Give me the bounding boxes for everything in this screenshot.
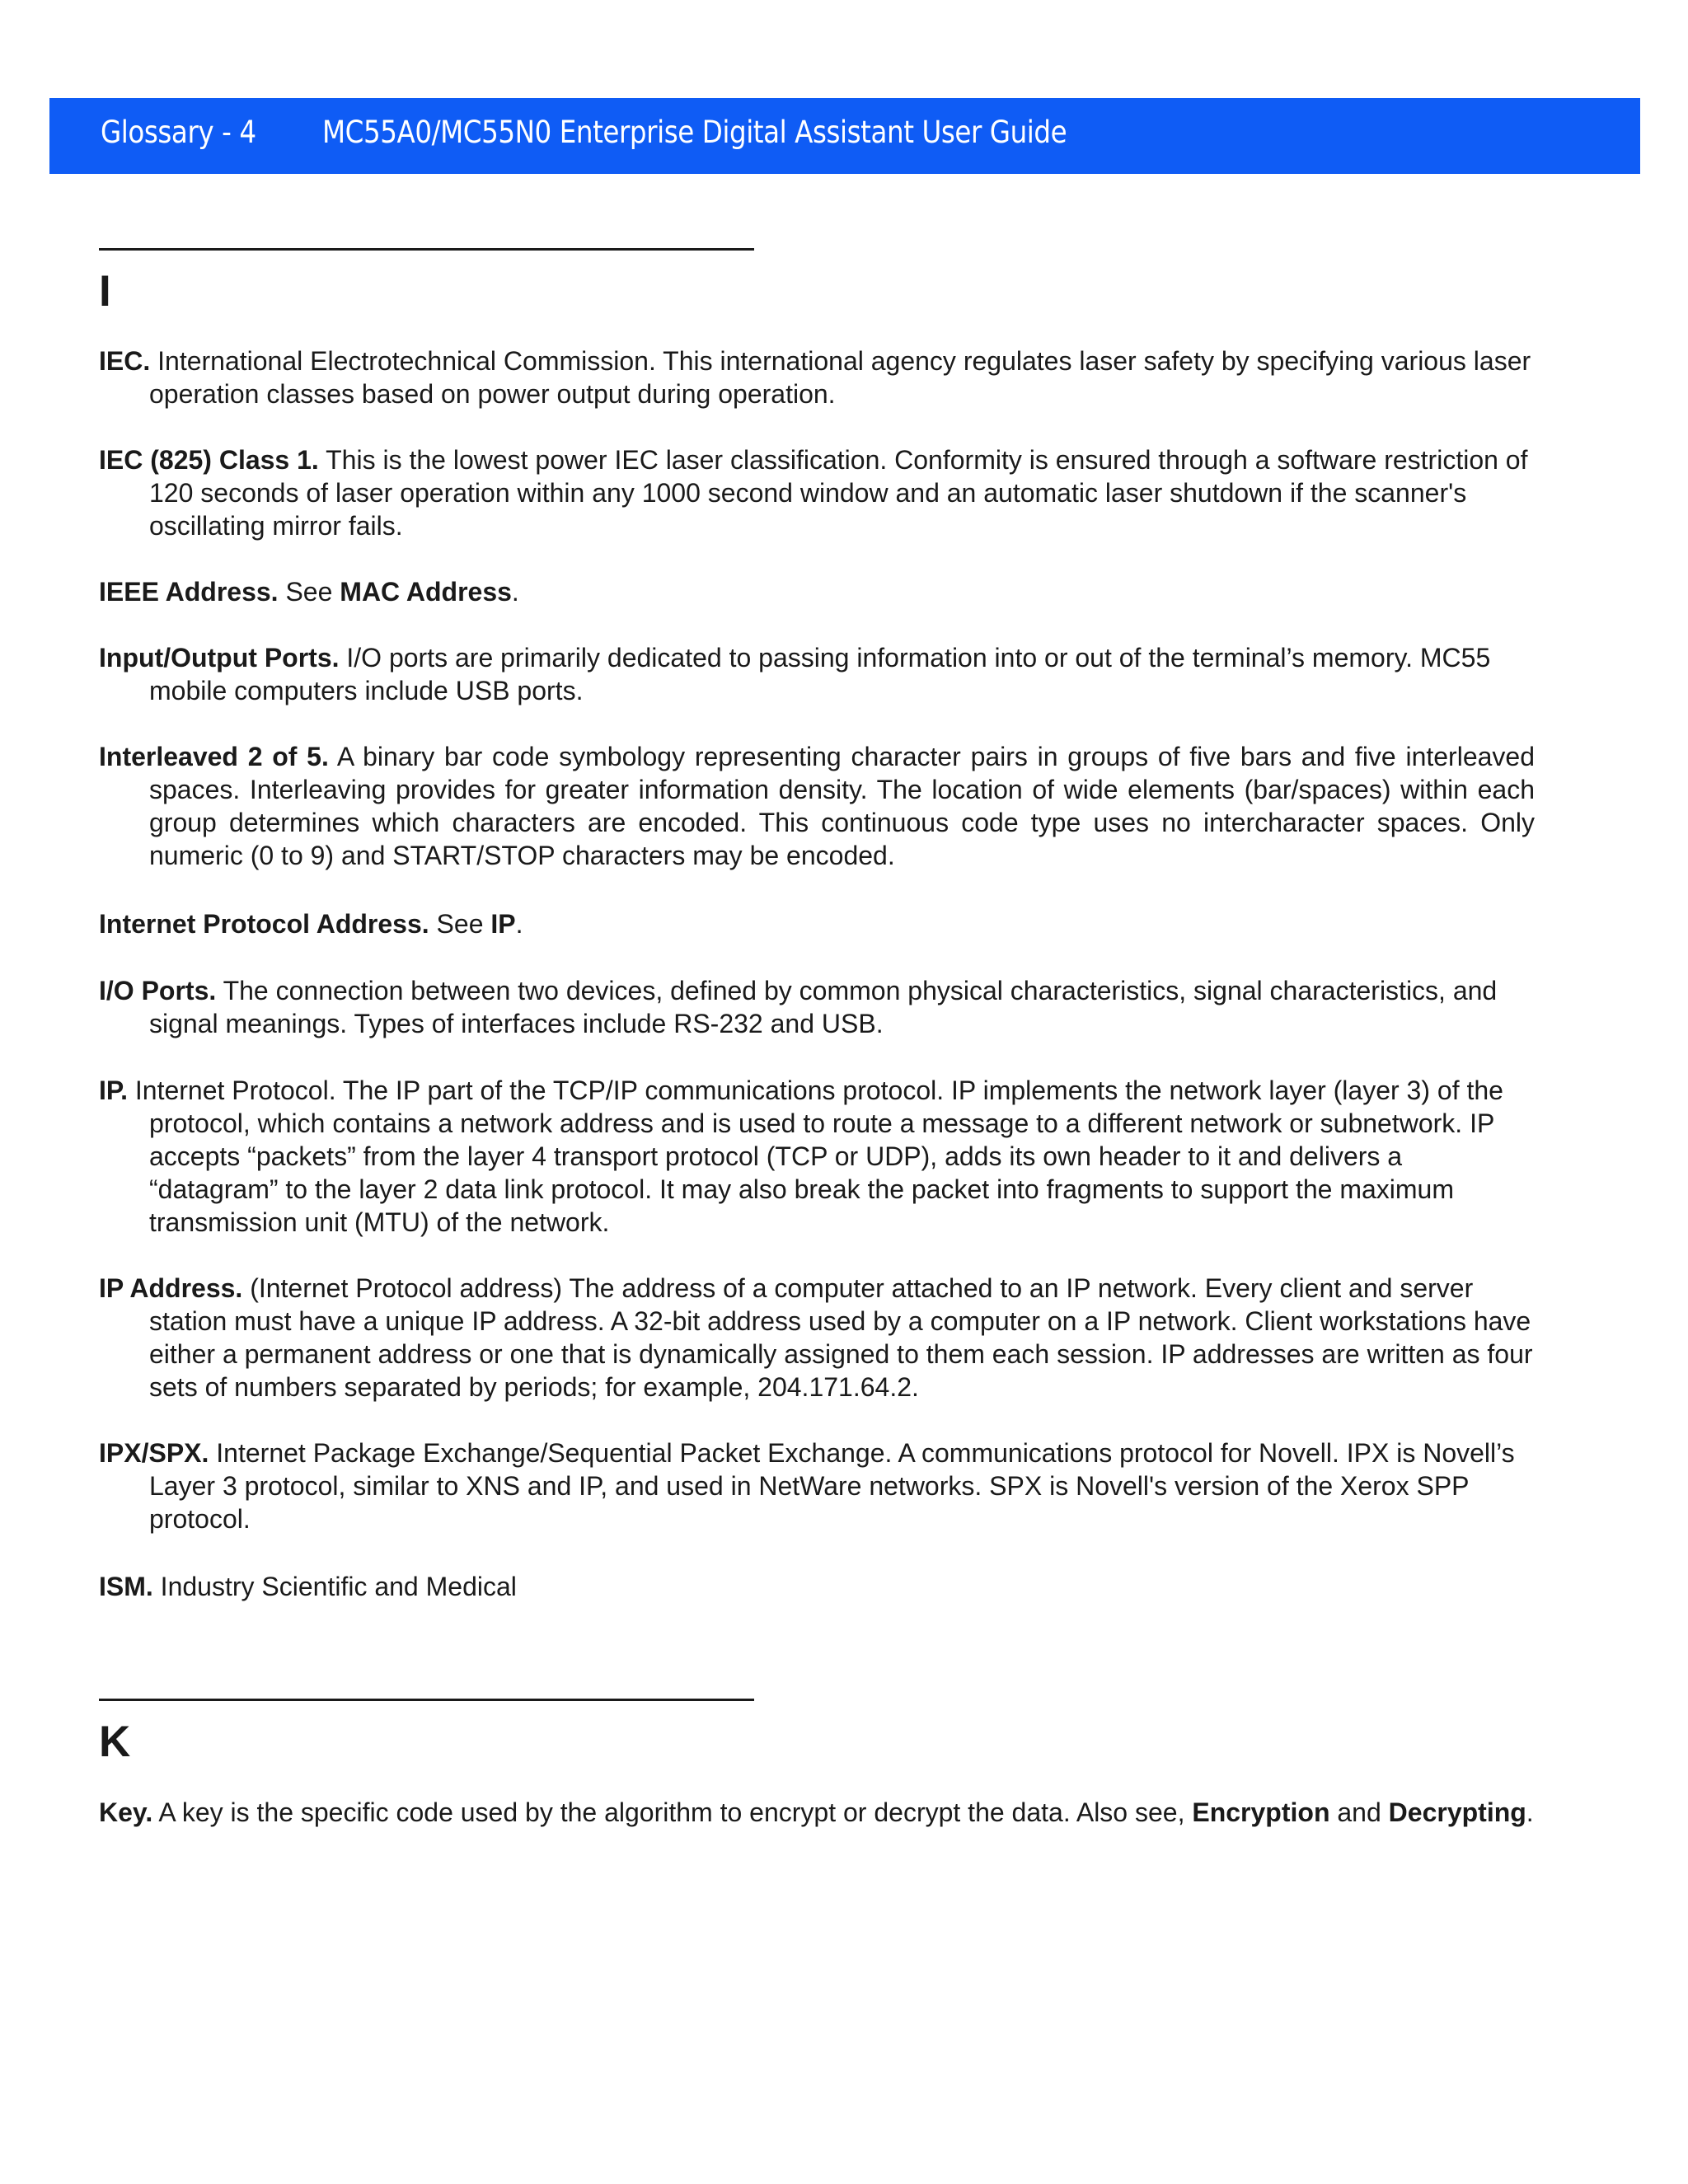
glossary-entry-key xyxy=(99,1796,1535,1829)
glossary-entry-ipx-spx xyxy=(99,1436,1535,1535)
glossary-entry-input-output-ports xyxy=(99,641,1535,707)
entry-term: Input/Output Ports. xyxy=(99,643,340,673)
entry-term: IEC (825) Class 1. xyxy=(99,445,319,475)
entry-mid: and xyxy=(1329,1797,1389,1827)
glossary-entry-ism xyxy=(99,1570,1535,1603)
cross-reference[interactable]: IP xyxy=(490,909,516,939)
entry-definition: See xyxy=(278,577,340,607)
cross-reference[interactable]: MAC Address xyxy=(340,577,512,607)
entry-term: I/O Ports. xyxy=(99,976,217,1005)
entry-term: Internet Protocol Address. xyxy=(99,909,429,939)
entry-term: ISM. xyxy=(99,1572,153,1601)
glossary-entry-ieee-address xyxy=(99,575,1535,608)
document-title: MC55A0/MC55N0 Enterprise Digital Assistant User Guide xyxy=(322,115,1067,150)
entry-term: IEEE Address. xyxy=(99,577,279,607)
glossary-entry-interleaved-2-of-5 xyxy=(99,740,1535,872)
entry-tail: . xyxy=(511,577,519,607)
glossary-entry-ip xyxy=(99,1074,1535,1239)
glossary-entry-io-ports xyxy=(99,974,1535,1040)
entry-term: IEC. xyxy=(99,346,151,376)
entry-tail: . xyxy=(515,909,523,939)
glossary-entry-ip-address xyxy=(99,1272,1535,1404)
entry-definition: A key is the specific code used by the algorithm to encrypt or decrypt the data. Also see, xyxy=(152,1797,1193,1827)
cross-reference[interactable]: Decrypting xyxy=(1388,1797,1526,1827)
entry-definition: Internet Package Exchange/Sequential Packet Exchange. A communications protocol for Novell. IPX is Novell’s Layer 3 protocol, similar to XNS and IP, and used in NetWare networks. SPX is Novell's version of the Xerox SPP protocol. xyxy=(149,1438,1515,1534)
entry-definition: The connection between two devices, defined by common physical characteristics, signal characteristics, and signal meanings. Types of interfaces include RS-232 and USB. xyxy=(149,976,1498,1038)
entry-definition: A binary bar code symbology representing character pairs in groups of five bars and five interleaved spaces. Interleaving provides for greater information density. The location of wide elements (bar/spaces) within each group determines which characters are encoded. This continuous code type uses no intercharacter spaces. Only numeric (0 to 9) and START/STOP characters may be encoded. xyxy=(149,742,1536,870)
glossary-entry-internet-protocol-address xyxy=(99,907,1535,940)
entry-definition: Industry Scientific and Medical xyxy=(152,1572,517,1601)
section-i-heading xyxy=(99,248,1533,316)
section-divider xyxy=(99,1699,754,1701)
entry-tail: . xyxy=(1526,1797,1534,1827)
section-letter: K xyxy=(99,1718,131,1766)
page-header-bar xyxy=(49,98,1640,174)
entry-term: IP Address. xyxy=(99,1273,243,1303)
entry-definition: (Internet Protocol address) The address of a computer attached to an IP network. Every client and server station must have a unique IP address. A 32-bit address used by a computer on a IP network. Client workstations have either a permanent address or one that is dynamically assigned to them each session. IP addresses are written as four sets of numbers separated by periods; for example, 204.171.64.2. xyxy=(149,1273,1533,1402)
glossary-entry-iec xyxy=(99,344,1535,410)
entry-definition: International Electrotechnical Commission. This international agency regulates laser safety by specifying various laser operation classes based on power output during operation. xyxy=(149,346,1531,409)
entry-definition: See xyxy=(429,909,491,939)
entry-term: IPX/SPX. xyxy=(99,1438,209,1468)
page-label: Glossary - 4 xyxy=(101,115,256,150)
section-letter: I xyxy=(99,267,111,316)
glossary-entry-iec-class-1 xyxy=(99,443,1535,542)
entry-term: IP. xyxy=(99,1076,128,1105)
section-k-heading xyxy=(99,1699,1533,1767)
entry-term: Interleaved 2 of 5. xyxy=(99,742,329,771)
entry-term: Key. xyxy=(99,1797,153,1827)
section-divider xyxy=(99,248,754,251)
entry-definition: Internet Protocol. The IP part of the TCP/IP communications protocol. IP implements the network layer (layer 3) of the protocol, which contains a network address and is used to route a message to a different network or subnetwork. IP accepts “packets” from the layer 4 transport protocol (TCP or UDP), adds its own header to it and delivers a “datagram” to the layer 2 data link protocol. It may also break the packet into fragments to support the maximum transmission unit (MTU) of the network. xyxy=(128,1076,1503,1237)
entry-definition: This is the lowest power IEC laser classification. Conformity is ensured through a software restriction of 120 seconds of laser operation within any 1000 second window and an automatic laser shutdown if the scanner's oscillating mirror fails. xyxy=(149,445,1528,541)
cross-reference[interactable]: Encryption xyxy=(1192,1797,1330,1827)
entry-definition: I/O ports are primarily dedicated to passing information into or out of the terminal’s memory. MC55 mobile computers include USB ports. xyxy=(149,643,1491,705)
